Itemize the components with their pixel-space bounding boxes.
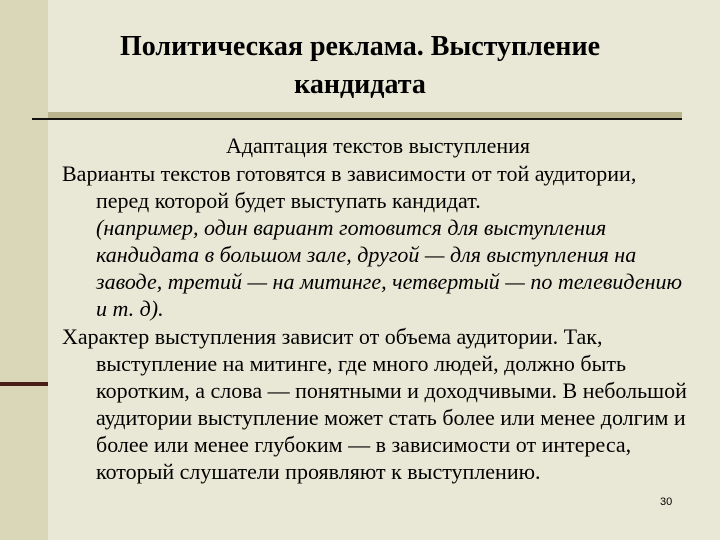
paragraph-speech-character: Характер выступления зависит от объема аудитории. Так, выступление на митинге, где много людей, должно быть коротким, а слова — понятными и доходчивыми. В небольшой аудитории выступление может стать более или менее долгим и более или менее глубоким — в зависимости от интереса, который слушатели проявляют к выступлению.	[62, 324, 687, 484]
left-decorative-band	[0, 0, 48, 540]
slide-subtitle: Адаптация текстов выступления	[225, 133, 531, 158]
title-divider	[32, 118, 682, 120]
paragraph-main-text: Варианты текстов готовятся в зависимости от той аудитории, перед которой будет выступать кандидат.	[62, 161, 637, 213]
slide-title: Политическая реклама. Выступление кандидата	[119, 31, 601, 100]
page-number: 30	[660, 496, 673, 508]
slide-content	[62, 132, 694, 485]
left-accent-bar	[0, 382, 48, 386]
paragraph-text-variants	[62, 160, 694, 322]
paragraph-example-note: (например, один вариант готовится для выступления кандидата в большом зале, другой — для выступления на заводе, третий — на митинге, четвертый — по телевидению и т. д).	[96, 215, 683, 321]
